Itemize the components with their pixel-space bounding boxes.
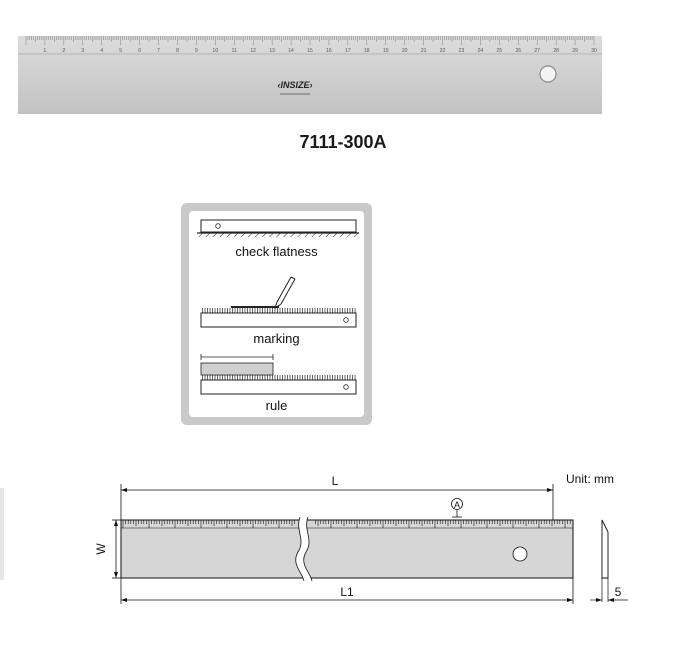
marking-illustration — [201, 277, 356, 327]
scale-label: 19 — [382, 48, 389, 54]
edge-artifact — [0, 488, 4, 580]
scale-label: 15 — [307, 48, 313, 54]
hanging-hole — [540, 66, 556, 82]
scale-label: 23 — [458, 48, 465, 54]
hole — [513, 547, 527, 561]
usage-panel — [181, 203, 372, 425]
scale-label: 21 — [420, 48, 427, 54]
scale-label: 22 — [439, 48, 446, 54]
unit-label: Unit: mm — [566, 472, 614, 486]
model-label: 7111-300A — [299, 132, 387, 152]
scale-label: 14 — [288, 48, 294, 54]
usage-panel-inner — [189, 211, 364, 417]
scale-label: 18 — [364, 48, 370, 54]
usage-illustrations — [189, 211, 364, 417]
scale-label: 30 — [591, 48, 597, 54]
logo-subtext — [280, 93, 310, 95]
reference-mark-label: A — [453, 500, 461, 510]
scale-label: 28 — [553, 48, 559, 54]
length-label: L — [331, 474, 339, 488]
scale-label: 3 — [81, 48, 85, 54]
width-label: W — [94, 543, 108, 555]
scale-label: 4 — [100, 48, 104, 54]
side-profile — [590, 520, 628, 602]
scale-label: 17 — [345, 48, 351, 54]
scale-label: 8 — [176, 48, 179, 54]
scale-label: 2 — [62, 48, 66, 54]
thickness-label: 5 — [614, 585, 622, 599]
scale-label: 13 — [269, 48, 275, 54]
scale-label: 27 — [534, 48, 540, 54]
scale-label: 7 — [157, 48, 160, 54]
caption-check-flatness: check flatness — [235, 244, 318, 259]
rule-illustration — [201, 354, 356, 394]
total-length-dimension — [121, 578, 573, 604]
scale-label: 10 — [212, 48, 219, 54]
ruler-photo — [18, 36, 602, 114]
scale-label: 9 — [195, 48, 198, 54]
scale-label: 25 — [496, 48, 503, 54]
total-length-label: L1 — [340, 585, 354, 599]
scale-label: 26 — [515, 48, 522, 54]
scale-label: 20 — [401, 48, 408, 54]
caption-marking: marking — [253, 331, 300, 346]
scale-label: 12 — [250, 48, 256, 54]
check-flatness-illustration — [197, 220, 359, 237]
brand-logo: ‹INSIZE› — [277, 80, 313, 90]
ruler-outline — [121, 520, 573, 578]
caption-rule: rule — [265, 398, 288, 413]
scale-label: 11 — [231, 48, 237, 54]
scale-label: 24 — [477, 48, 484, 54]
scale-label: 1 — [43, 48, 47, 54]
scale-label: 16 — [326, 48, 332, 54]
scale-label: 6 — [138, 48, 141, 54]
scale-label: 5 — [119, 48, 123, 54]
length-dimension — [121, 474, 553, 520]
width-dimension — [94, 520, 121, 578]
reference-mark — [452, 499, 463, 518]
dimension-drawing — [90, 470, 650, 610]
scale-label: 29 — [572, 48, 578, 54]
